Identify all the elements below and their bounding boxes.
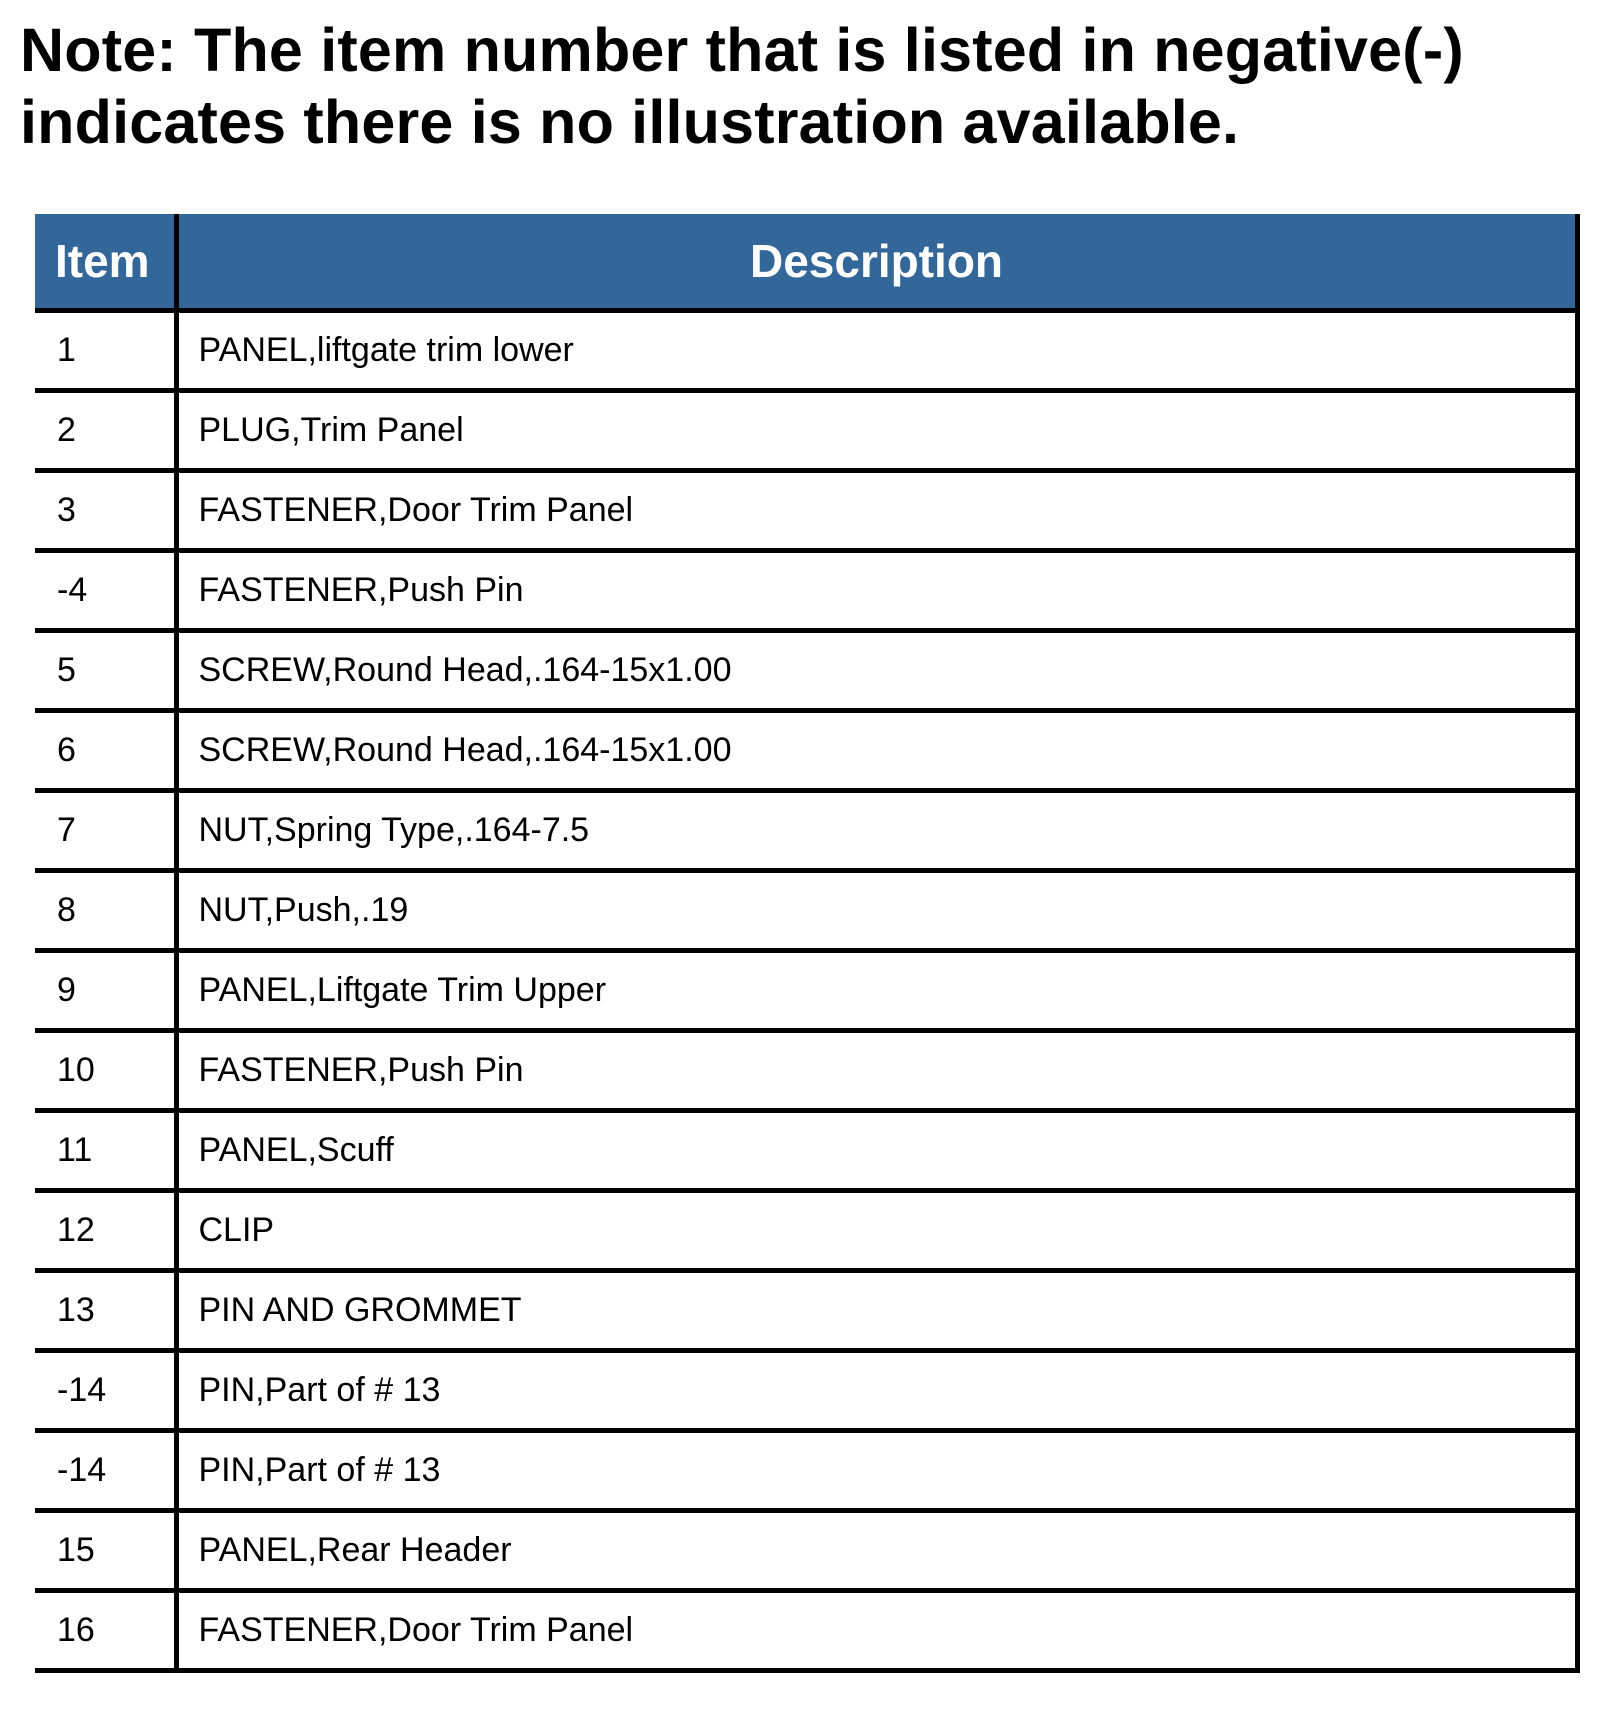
description-cell: PANEL,Scuff [176, 1111, 1577, 1191]
table-row [35, 311, 1577, 391]
table-row [35, 1031, 1577, 1111]
table-row [35, 471, 1577, 551]
description-cell: PANEL,Liftgate Trim Upper [176, 951, 1577, 1031]
item-number-cell: 10 [35, 1031, 176, 1111]
table-row [35, 1191, 1577, 1271]
description-cell: FASTENER,Push Pin [176, 1031, 1577, 1111]
description-cell: FASTENER,Push Pin [176, 551, 1577, 631]
table-row [35, 631, 1577, 711]
table-row [35, 1111, 1577, 1191]
description-cell: SCREW,Round Head,.164-15x1.00 [176, 631, 1577, 711]
description-cell: PLUG,Trim Panel [176, 391, 1577, 471]
item-number-cell: 15 [35, 1511, 176, 1591]
description-column-header: Description [176, 214, 1577, 311]
item-number-cell: 1 [35, 311, 176, 391]
table-row [35, 551, 1577, 631]
description-cell: PANEL,liftgate trim lower [176, 311, 1577, 391]
item-number-cell: 16 [35, 1591, 176, 1671]
item-number-cell: -14 [35, 1351, 176, 1431]
item-number-cell: 3 [35, 471, 176, 551]
item-number-cell: 6 [35, 711, 176, 791]
table-row [35, 951, 1577, 1031]
item-number-cell: -4 [35, 551, 176, 631]
item-number-cell: 7 [35, 791, 176, 871]
table-row [35, 871, 1577, 951]
table-row [35, 1511, 1577, 1591]
description-cell: FASTENER,Door Trim Panel [176, 1591, 1577, 1671]
table-row [35, 1431, 1577, 1511]
description-cell: PIN,Part of # 13 [176, 1351, 1577, 1431]
item-number-cell: 12 [35, 1191, 176, 1271]
description-cell: SCREW,Round Head,.164-15x1.00 [176, 711, 1577, 791]
header-row [35, 214, 1577, 311]
parts-table-header [35, 214, 1577, 311]
illustration-note: Note: The item number that is listed in negative(-) indicates there is no illustration available. [20, 16, 1464, 156]
item-number-cell: 5 [35, 631, 176, 711]
description-cell: PIN AND GROMMET [176, 1271, 1577, 1351]
table-row [35, 1591, 1577, 1671]
description-cell: CLIP [176, 1191, 1577, 1271]
table-row [35, 791, 1577, 871]
item-column-header: Item [35, 214, 176, 311]
item-number-cell: -14 [35, 1431, 176, 1511]
item-number-cell: 2 [35, 391, 176, 471]
item-number-cell: 9 [35, 951, 176, 1031]
item-number-cell: 11 [35, 1111, 176, 1191]
description-cell: NUT,Spring Type,.164-7.5 [176, 791, 1577, 871]
table-row [35, 1351, 1577, 1431]
parts-table-body [35, 311, 1577, 1671]
description-cell: PIN,Part of # 13 [176, 1431, 1577, 1511]
table-row [35, 711, 1577, 791]
description-cell: FASTENER,Door Trim Panel [176, 471, 1577, 551]
table-row [35, 391, 1577, 471]
item-number-cell: 13 [35, 1271, 176, 1351]
item-number-cell: 8 [35, 871, 176, 951]
parts-table [35, 214, 1580, 1673]
description-cell: NUT,Push,.19 [176, 871, 1577, 951]
description-cell: PANEL,Rear Header [176, 1511, 1577, 1591]
table-row [35, 1271, 1577, 1351]
